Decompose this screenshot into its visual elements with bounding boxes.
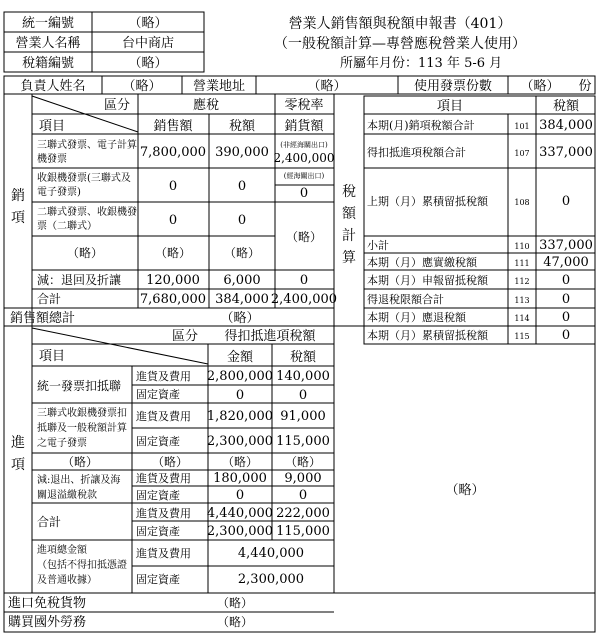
tax-calc-row-code: 115 [514, 332, 530, 341]
owner-value: （略） [122, 79, 162, 94]
tax-calc-row-label: 小計 [367, 239, 389, 252]
sales-row-item: 電子發票) [37, 187, 81, 198]
tax-calc-col-item: 項目 [436, 99, 464, 114]
purchases-asset-label: 固定資產 [136, 388, 180, 401]
tax-calc-row-value: 0 [561, 194, 571, 209]
sales-row-zero: 0 [299, 273, 309, 288]
purchases-amount: 0 [235, 488, 245, 503]
sales-col-sales: 銷售額 [153, 119, 193, 134]
purchases-amount: 2,800,000 [206, 369, 274, 384]
purchases-tax: 115,000 [276, 434, 330, 449]
purchases-section [4, 326, 595, 632]
sales-row-item: （略） [66, 246, 104, 260]
sales-col-taxable: 應稅 [192, 98, 220, 113]
tax-calc-row-code: 111 [514, 259, 530, 268]
tax-calc-row-value: 337,000 [539, 145, 593, 160]
purchases-omitted: （略） [284, 455, 322, 469]
tax-calc-row-value: 0 [561, 273, 571, 288]
purchases-asset-label: 固定資產 [136, 435, 180, 448]
purchases-tax: 0 [298, 488, 308, 503]
business-name-label: 營業人名稱 [15, 36, 81, 51]
sales-row-zero: 0 [299, 186, 309, 201]
invoice-count-label: 使用發票份數 [413, 79, 493, 94]
sales-row-item: 減：退回及折讓 [37, 273, 122, 287]
sales-row-item: 二聯式發票、收銀機發 [37, 207, 137, 218]
tax-calc-side-label-2: 額 [342, 206, 356, 222]
purchases-tax: 222,000 [276, 506, 330, 521]
tax-id-label: 統一編號 [21, 16, 75, 31]
tax-reg-value: （略） [128, 56, 168, 71]
sales-row-sales: 7,680,000 [139, 292, 207, 307]
purchases-expense-label: 進貨及費用 [136, 507, 191, 520]
purchases-col-deductible: 得扣抵進項稅額 [224, 329, 316, 344]
address-value: （略） [307, 79, 347, 94]
purchases-tax: 9,000 [284, 471, 322, 486]
import-label: 進口免稅貨物 [8, 596, 87, 611]
purchases-asset-label: 固定資產 [136, 573, 180, 586]
tax-calc-section [334, 94, 595, 344]
sales-col-item: 項目 [38, 119, 66, 134]
tax-calc-row-value: 384,000 [539, 118, 593, 133]
purchases-col-amount: 金額 [226, 350, 254, 365]
tax-calc-row-value: 47,000 [543, 255, 589, 270]
sales-row-item: 三聯式發票、電子計算 [37, 140, 137, 151]
form-subtitle: （一般稅額計算—專營應稅營業人使用） [274, 36, 526, 52]
sales-col-group: 區分 [103, 98, 131, 113]
purchases-tax: 0 [298, 388, 308, 403]
purchases-expense-label: 進貨及費用 [136, 472, 191, 485]
tax-calc-row-code: 114 [514, 314, 530, 323]
purchases-asset-label: 固定資產 [136, 525, 180, 538]
tax-calc-row-code: 107 [514, 149, 530, 158]
tax-calc-row-label: 本期（月）應實繳稅額 [367, 256, 477, 269]
sales-side-label-1: 銷 [11, 188, 25, 204]
tax-calc-row-label: 得退稅限額合計 [367, 293, 444, 306]
period-label: 所屬年月份：113 年 5-6 月 [340, 56, 503, 71]
purchases-amount: 4,440,000 [206, 506, 274, 521]
purchases-omitted: （略） [221, 455, 259, 469]
tax-calc-row-value: 0 [561, 328, 571, 343]
owner-label: 負責人姓名 [20, 79, 86, 94]
sales-total-label: 銷售額總計 [10, 311, 76, 326]
purchases-col-group: 區分 [171, 329, 199, 344]
purchases-right-omitted: （略） [445, 483, 485, 498]
sales-row-item: 票（二聯式） [37, 221, 97, 232]
purchases-row-item: （包括不得扣抵憑證 [37, 560, 127, 571]
purchases-tax: 91,000 [280, 409, 326, 424]
tax-calc-row-label: 上期（月）累積留抵稅額 [367, 195, 488, 208]
purchases-row-item: 之電子發票 [37, 438, 87, 449]
tax-reg-label: 稅籍編號 [21, 56, 75, 71]
sales-col-zero-sales: 銷貨額 [284, 119, 324, 134]
tax-calc-row-code: 108 [514, 198, 530, 207]
purchases-expense-label: 進貨及費用 [136, 410, 191, 423]
tax-calc-row-label: 本期（月）申報留抵稅額 [367, 274, 488, 287]
tax-calc-col-tax: 稅額 [552, 99, 580, 114]
purchases-amount: 1,820,000 [206, 409, 274, 424]
sales-row-zero: 2,400,000 [270, 292, 338, 307]
purchases-amount: 2,300,000 [206, 434, 274, 449]
sales-row-item: 合計 [37, 292, 62, 306]
sales-row-zero-note: (非經海關出口) [280, 141, 328, 149]
foreign-value: （略） [216, 615, 254, 629]
address-label: 營業地址 [192, 79, 246, 94]
sales-row-tax: 384,000 [215, 292, 269, 307]
tax-calc-row-label: 本期（月）應退稅額 [367, 311, 466, 324]
tax-calc-row-label: 本期（月）累積留抵稅額 [367, 329, 488, 342]
purchases-expense-label: 進貨及費用 [136, 547, 191, 560]
purchases-omitted: （略） [151, 455, 189, 469]
purchases-col-item: 項目 [38, 349, 66, 364]
business-name-value: 台中商店 [121, 36, 175, 51]
tax-calc-side-label-3: 計 [342, 228, 356, 244]
form-title: 營業人銷售額與稅額申報書（401） [288, 16, 512, 32]
purchases-amount: 2,300,000 [206, 524, 274, 539]
tax-calc-row-code: 110 [514, 242, 530, 251]
tax-calc-row-code: 113 [514, 296, 530, 305]
sales-row-tax: 0 [237, 213, 247, 228]
sales-row-sales: 7,800,000 [139, 145, 207, 160]
tax-calc-row-code: 112 [514, 277, 530, 286]
purchases-row-item: 及普通收據） [37, 575, 97, 586]
purchases-side-label-1: 進 [11, 435, 25, 451]
purchases-asset-label: 固定資產 [136, 489, 180, 502]
purchases-expense-label: 進貨及費用 [136, 370, 191, 383]
sales-row-tax: 6,000 [223, 273, 261, 288]
purchases-row-item: 關退溢繳稅款 [37, 490, 97, 501]
tax-calc-row-label: 得扣抵進項稅額合計 [367, 146, 466, 159]
foreign-label: 購買國外勞務 [8, 615, 87, 630]
tax-calc-row-value: 337,000 [539, 238, 593, 253]
import-value: （略） [216, 596, 254, 610]
sales-row-tax: 390,000 [215, 145, 269, 160]
purchases-row-item: 合計 [37, 515, 62, 529]
sales-row-sales: 0 [168, 213, 178, 228]
purchases-amount: 0 [235, 388, 245, 403]
purchases-tax: 115,000 [276, 524, 330, 539]
sales-row-zero: 2,400,000 [273, 151, 335, 165]
sales-side-label-2: 項 [11, 210, 25, 226]
purchases-total: 4,440,000 [237, 546, 305, 561]
sales-total-value: （略） [220, 311, 260, 326]
sales-row-zero-note: (經海關出口) [283, 172, 325, 180]
purchases-row-item: （略） [61, 455, 99, 469]
purchases-row-item: 三聯式收銀機發票扣 [37, 408, 127, 419]
purchases-tax: 140,000 [276, 369, 330, 384]
sales-row-sales: （略） [154, 246, 192, 260]
sales-col-tax: 稅額 [228, 119, 256, 134]
purchases-total: 2,300,000 [237, 572, 305, 587]
purchases-amount: 180,000 [213, 471, 267, 486]
purchases-row-item: 統一發票扣抵聯 [37, 379, 122, 393]
sales-section [4, 94, 337, 326]
sales-row-sales: 120,000 [146, 273, 200, 288]
purchases-side-label-2: 項 [11, 457, 25, 473]
sales-row-item: 機發票 [37, 154, 67, 165]
tax-calc-side-label-4: 算 [342, 250, 356, 266]
purchases-row-item: 減:退出、折讓及海 [37, 475, 121, 486]
sales-row-tax: 0 [237, 179, 247, 194]
tax-id-value: （略） [128, 16, 168, 31]
owner-row [4, 76, 595, 94]
sales-row-tax: （略） [223, 246, 261, 260]
tax-calc-row-value: 0 [561, 310, 571, 325]
purchases-col-tax: 稅額 [289, 350, 317, 365]
sales-row-item: 收銀機發票(三聯式及 [37, 173, 131, 184]
sales-row-sales: 0 [168, 179, 178, 194]
tax-calc-row-label: 本期(月)銷項稅額合計 [367, 119, 475, 132]
invoice-count-unit: 份 [578, 79, 592, 94]
tax-calc-side-label-1: 稅 [342, 184, 356, 200]
purchases-row-item: 進項總金額 [37, 545, 87, 556]
purchases-row-item: 抵聯及一般稅額計算 [37, 423, 127, 434]
sales-col-zero: 零稅率 [284, 98, 324, 113]
invoice-count-value: （略） [520, 79, 560, 94]
tax-calc-row-code: 101 [514, 122, 530, 131]
sales-row-zero: （略） [285, 230, 323, 244]
tax-calc-row-value: 0 [561, 292, 571, 307]
